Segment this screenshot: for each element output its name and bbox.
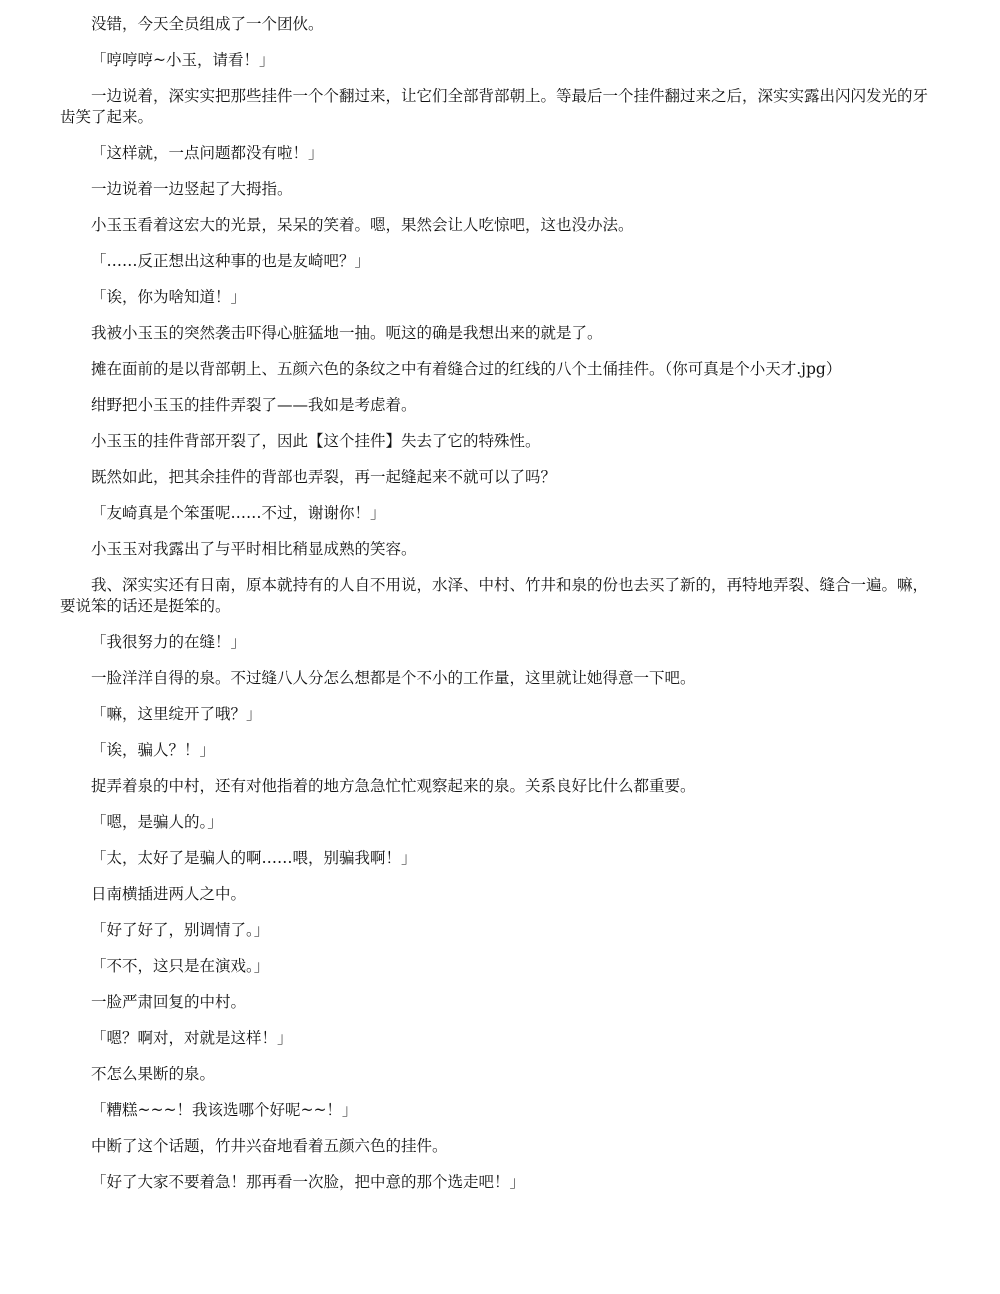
paragraph: 摊在面前的是以背部朝上、五颜六色的条纹之中有着缝合过的红线的八个土俑挂件。（你可真是个小天才.jpg） (91, 360, 842, 378)
paragraph: 小玉玉看着这宏大的光景，呆呆的笑着。嗯，果然会让人吃惊吧，这也没办法。 (91, 216, 634, 234)
paragraph: 「嘛，这里绽开了哦？」 (91, 705, 262, 723)
paragraph: 中断了这个话题，竹井兴奋地看着五颜六色的挂件。 (91, 1137, 448, 1155)
paragraph: 小玉玉对我露出了与平时相比稍显成熟的笑容。 (91, 540, 417, 558)
paragraph: 一脸洋洋自得的泉。不过缝八人分怎么想都是个不小的工作量，这里就让她得意一下吧。 (91, 669, 696, 687)
paragraph: 「糟糕~~~！我该选哪个好呢~~！」 (91, 1101, 358, 1119)
paragraph: 一边说着一边竖起了大拇指。 (91, 180, 293, 198)
paragraph: 「诶，骗人？！」 (91, 741, 216, 759)
paragraph: 一脸严肃回复的中村。 (91, 993, 247, 1011)
paragraph: 「诶，你为啥知道！」 (91, 288, 247, 306)
paragraph: 「……反正想出这种事的也是友崎吧？」 (91, 252, 371, 270)
paragraph: 既然如此，把其余挂件的背部也弄裂，再一起缝起来不就可以了吗？ (91, 468, 557, 486)
paragraph: 我、深实实还有日南，原本就持有的人自不用说，水泽、中村、竹井和泉的份也去买了新的，再特地弄裂、缝合一遍。嘛，要说笨的话还是挺笨的。 (60, 576, 929, 615)
paragraph: 捉弄着泉的中村，还有对他指着的地方急急忙忙观察起来的泉。关系良好比什么都重要。 (91, 777, 696, 795)
paragraph: 「好了大家不要着急！那再看一次脸，把中意的那个选走吧！」 (91, 1173, 526, 1191)
paragraph: 「嗯，是骗人的。」 (91, 813, 223, 831)
paragraph: 「嗯？啊对，对就是这样！」 (91, 1029, 293, 1047)
paragraph: 小玉玉的挂件背部开裂了，因此【这个挂件】失去了它的特殊性。 (91, 432, 541, 450)
paragraph: 绀野把小玉玉的挂件弄裂了——我如是考虑着。 (91, 396, 417, 414)
paragraph: 「我很努力的在缝！」 (91, 633, 247, 651)
paragraph: 「友崎真是个笨蛋呢……不过，谢谢你！」 (91, 504, 386, 522)
paragraph: 「哼哼哼~小玉，请看！」 (91, 51, 275, 69)
paragraph: 「不不，这只是在演戏。」 (91, 957, 270, 975)
paragraph: 「这样就，一点问题都没有啦！」 (91, 144, 324, 162)
paragraph: 我被小玉玉的突然袭击吓得心脏猛地一抽。呃这的确是我想出来的就是了。 (91, 324, 603, 342)
paragraph: 一边说着，深实实把那些挂件一个个翻过来，让它们全部背部朝上。等最后一个挂件翻过来之后，深实实露出闪闪发光的牙齿笑了起来。 (60, 87, 929, 126)
paragraph: 「太，太好了是骗人的啊……喂，别骗我啊！」 (91, 849, 417, 867)
paragraph: 日南横插进两人之中。 (91, 885, 247, 903)
paragraph: 「好了好了，别调情了。」 (91, 921, 270, 939)
paragraph: 不怎么果断的泉。 (91, 1065, 216, 1083)
paragraph: 没错，今天全员组成了一个团伙。 (91, 15, 324, 33)
document-page (60, 14, 938, 1208)
